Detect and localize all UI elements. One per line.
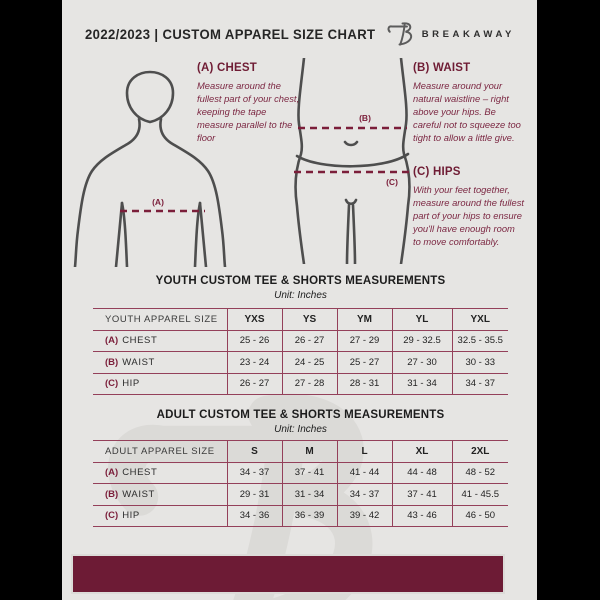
youth-table-unit: Unit: Inches xyxy=(274,290,327,301)
waist-guide-heading: (B) WAIST xyxy=(413,62,471,74)
table-row xyxy=(93,484,508,506)
measurement-cell: 32.5 - 35.5 xyxy=(452,330,508,352)
size-column-header: XL xyxy=(392,441,452,463)
table-corner-label: YOUTH APPAREL SIZE xyxy=(93,309,227,331)
size-chart-document xyxy=(62,0,537,600)
measurement-cell: 25 - 27 xyxy=(337,352,392,374)
size-column-header: M xyxy=(282,441,337,463)
measurement-cell: 44 - 48 xyxy=(392,462,452,484)
size-column-header: S xyxy=(227,441,282,463)
row-name: CHEST xyxy=(122,467,158,479)
measurement-cell: 25 - 26 xyxy=(227,330,282,352)
hips-guide-body: With your feet together, measure around the fullest part of your hips to ensure you'll have enough room to move comfortably. xyxy=(413,184,525,247)
chest-guide-heading: (A) CHEST xyxy=(197,62,257,74)
measurement-cell: 23 - 24 xyxy=(227,352,282,374)
table-header-row xyxy=(93,441,508,463)
row-prefix: (C) xyxy=(105,510,119,522)
row-label xyxy=(93,373,227,395)
measurement-cell: 36 - 39 xyxy=(282,505,337,527)
measurement-cell: 46 - 50 xyxy=(452,505,508,527)
table-row xyxy=(93,352,508,374)
size-column-header: L xyxy=(337,441,392,463)
measurement-cell: 43 - 46 xyxy=(392,505,452,527)
table-corner-label: ADULT APPAREL SIZE xyxy=(93,441,227,463)
size-column-header: 2XL xyxy=(452,441,508,463)
measurement-cell: 31 - 34 xyxy=(392,373,452,395)
size-column-header: YXS xyxy=(227,309,282,331)
chest-guide xyxy=(197,62,300,145)
row-label xyxy=(93,330,227,352)
measurement-cell: 34 - 37 xyxy=(337,484,392,506)
waist-marker-label: (B) xyxy=(359,113,371,123)
row-name: HIP xyxy=(122,510,140,522)
measurement-cell: 48 - 52 xyxy=(452,462,508,484)
lower-body-diagram xyxy=(290,58,415,264)
brand-name: BREAKAWAY xyxy=(421,28,515,40)
row-prefix: (B) xyxy=(105,356,119,368)
row-label xyxy=(93,505,227,527)
hip-marker-label: (C) xyxy=(386,177,398,187)
row-label xyxy=(93,484,227,506)
measurement-cell: 30 - 33 xyxy=(452,352,508,374)
document-header xyxy=(85,21,515,47)
hips-guide-heading: (C) HIPS xyxy=(413,166,461,178)
measurement-cell: 31 - 34 xyxy=(282,484,337,506)
row-prefix: (A) xyxy=(105,335,119,347)
chest-marker-label: (A) xyxy=(152,197,164,207)
page-title: 2022/2023 | CUSTOM APPAREL SIZE CHART xyxy=(85,26,376,42)
measurement-cell: 34 - 37 xyxy=(227,462,282,484)
waist-guide xyxy=(413,62,523,145)
row-name: CHEST xyxy=(122,335,158,347)
waist-guide-body: Measure around your natural waistline – right above your hips. Be careful not to squeeze too tight to allow a little give. xyxy=(413,80,521,143)
row-name: WAIST xyxy=(122,488,155,500)
breakaway-b-logo-icon xyxy=(386,21,416,47)
row-label xyxy=(93,462,227,484)
measurement-cell: 29 - 31 xyxy=(227,484,282,506)
size-column-header: YM xyxy=(337,309,392,331)
measurement-cell: 39 - 42 xyxy=(337,505,392,527)
row-prefix: (A) xyxy=(105,467,119,479)
table-row xyxy=(93,373,508,395)
measurement-cell: 27 - 30 xyxy=(392,352,452,374)
measurement-cell: 27 - 29 xyxy=(337,330,392,352)
measurement-cell: 24 - 25 xyxy=(282,352,337,374)
row-prefix: (C) xyxy=(105,378,119,390)
table-row xyxy=(93,462,508,484)
measurement-cell: 28 - 31 xyxy=(337,373,392,395)
row-name: WAIST xyxy=(122,356,155,368)
brand-lockup xyxy=(386,21,515,47)
measurement-cell: 29 - 32.5 xyxy=(392,330,452,352)
hips-guide xyxy=(413,166,525,249)
adult-table-title: ADULT CUSTOM TEE & SHORTS MEASUREMENTS xyxy=(156,409,445,421)
measurement-cell: 26 - 27 xyxy=(227,373,282,395)
footer-accent-bar xyxy=(71,554,505,594)
row-label xyxy=(93,352,227,374)
measurement-cell: 41 - 44 xyxy=(337,462,392,484)
size-column-header: YS xyxy=(282,309,337,331)
measurement-cell: 37 - 41 xyxy=(282,462,337,484)
size-column-header: YXL xyxy=(452,309,508,331)
youth-size-table xyxy=(93,308,508,395)
chest-guide-body: Measure around the fullest part of your chest, keeping the tape measure parallel to the floor xyxy=(197,80,300,143)
table-row xyxy=(93,505,508,527)
measurement-cell: 26 - 27 xyxy=(282,330,337,352)
measurement-cell: 34 - 37 xyxy=(452,373,508,395)
table-row xyxy=(93,330,508,352)
measurement-cell: 34 - 36 xyxy=(227,505,282,527)
measurement-cell: 27 - 28 xyxy=(282,373,337,395)
row-name: HIP xyxy=(122,378,140,390)
adult-table-unit: Unit: Inches xyxy=(274,424,327,435)
measurement-cell: 41 - 45.5 xyxy=(452,484,508,506)
adult-size-table xyxy=(93,440,508,527)
row-prefix: (B) xyxy=(105,488,119,500)
table-header-row xyxy=(93,309,508,331)
youth-table-title: YOUTH CUSTOM TEE & SHORTS MEASUREMENTS xyxy=(155,275,446,287)
size-column-header: YL xyxy=(392,309,452,331)
measurement-cell: 37 - 41 xyxy=(392,484,452,506)
